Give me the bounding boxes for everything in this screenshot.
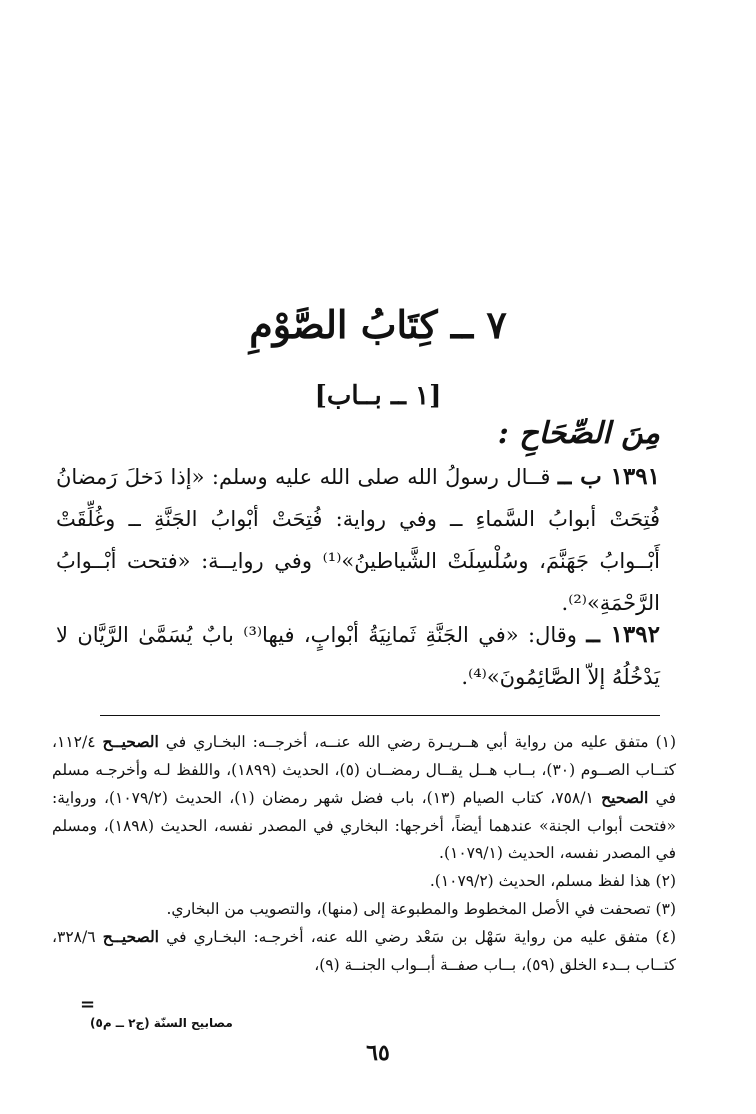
- footnote-text: هذا لفظ مسلم، الحديث (١٠٧٩/٢).: [429, 871, 651, 890]
- continuation-mark: =: [80, 994, 96, 1015]
- hadith-text: قــال رسولُ الله صلى الله عليه وسلم: «إذا دَخلَ رَمضانُ فُتِحَتْ أبوابُ السَّماءِ ــ وفي رواية: فُتِحَتْ أبْوابُ الجَنَّةِ ــ وغُلِّقَتْ أَبْــوابُ جَهَنَّمَ، وسُلْسِلَتْ الشَّياطينُ»⁽¹⁾ وفي روايــة: «فتحت أبْــوابُ الرَّحْمَةِ»⁽²⁾.: [56, 465, 660, 615]
- footnote-text: ١١٢/٤، كتــاب الصــوم (٣٠)، بــاب هــل يقــال رمضــان (٥)، الحديث (١٨٩٩)، واللفظ لـه وأخرجـه مسلم في: [52, 733, 677, 808]
- footnotes: [52, 728, 676, 979]
- source-label: مِنَ الصِّحَاحِ :: [497, 416, 660, 451]
- chapter-title: ٧ ــ كِتَابُ الصَّوْمِ: [249, 302, 507, 347]
- footnote-text: متفق عليه من رواية سَهْل بن سَعْد رضي الله عنه، أخرجـه: البخـاري في: [158, 928, 649, 947]
- footnote-number: (٣): [655, 899, 676, 918]
- footnote-text: ٧٥٨/١، كتاب الصيام (١٣)، باب فضل شهر رمضان (١)، الحديث (١٠٧٩/٢)، ورواية: «فتحت أبواب الجنة» عندهما أيضاً، أخرجها: البخاري في المصدر نفسه، الحديث (١٨٩٨)، ومسلم في المصدر نفسه، الحديث (١٠٧٩/١).: [52, 789, 676, 863]
- footnote-3: [52, 896, 676, 924]
- hadith-1392: [56, 614, 660, 698]
- page-number: ٦٥: [366, 1040, 390, 1066]
- footnote-4: [52, 923, 676, 979]
- footnote-text: ٣٢٨/٦، كتــاب بــدء الخلق (٥٩)، بــاب صفــة أبــواب الجنــة (٩)،: [52, 928, 676, 974]
- footnote-2: [52, 868, 676, 896]
- footnote-source-title: الصحيــح: [102, 732, 159, 751]
- hadith-number: ١٣٩٢ ــ: [586, 621, 660, 648]
- footnote-text: متفق عليه من رواية أبي هــريـرة رضي الله عنــه، أخرجــه: البخـاري في: [158, 733, 649, 751]
- footnote-source-title: الصحيح: [601, 788, 649, 808]
- footnote-1: [52, 728, 676, 868]
- hadith-number: ١٣٩١ ب ــ: [557, 463, 660, 490]
- section-heading: [١ ــ بــاب]: [314, 381, 442, 411]
- hadith-1391: [56, 456, 660, 624]
- footnote-number: (٢): [655, 871, 676, 890]
- footnote-number: (١): [655, 733, 677, 751]
- signature-mark: مصابيح السنّة (ج٢ ــ م٥): [90, 1016, 233, 1030]
- footnote-text: تصحفت في الأصل المخطوط والمطبوعة إلى (منها)، والتصويب من البخاري.: [166, 899, 651, 918]
- footnote-divider: [100, 715, 660, 716]
- hadith-text: وقال: «في الجَنَّةِ ثَمانِيَةُ أبْوابٍ، فيها⁽³⁾ بابٌ يُسَمَّىٰ الرَّيَّان لا يَدْخُلُهُ إلاّ الصَّائِمُونَ»⁽⁴⁾.: [56, 623, 660, 689]
- footnote-source-title: الصحيــح: [102, 927, 159, 947]
- footnote-number: (٤): [655, 928, 676, 947]
